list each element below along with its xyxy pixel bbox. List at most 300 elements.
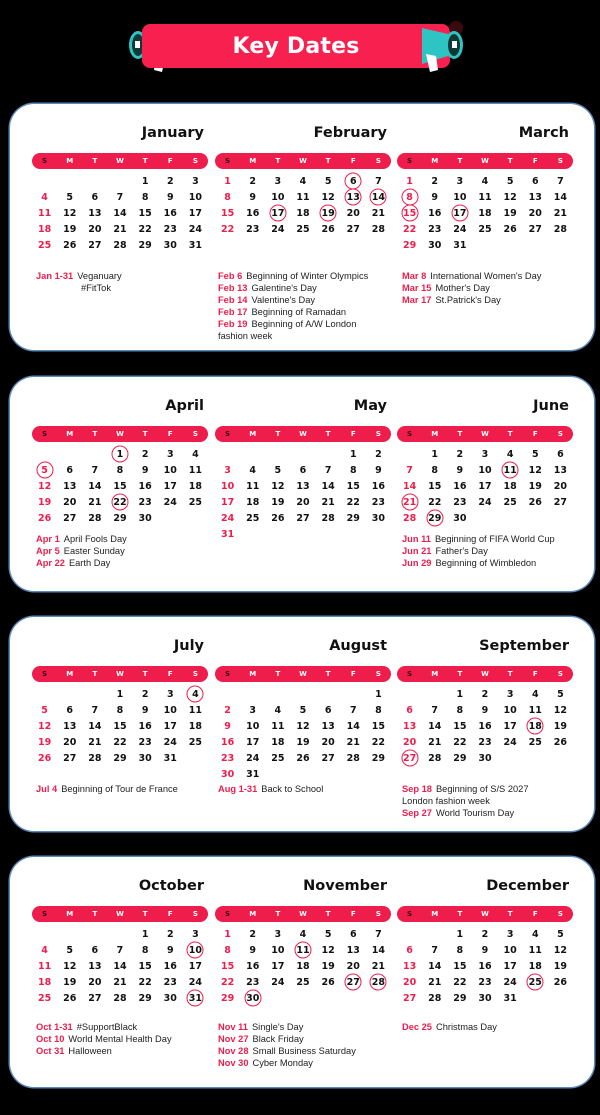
event-text: Small Business Saturday [252,1046,356,1056]
event-item [36,557,127,569]
day-cell: 26 [63,992,77,1004]
weekday-label: W [481,157,489,165]
empty-cell [397,686,422,702]
day-cell: 21 [113,976,127,988]
day-cell: 23 [138,736,152,748]
day-cell: 26 [37,512,52,524]
weekday-label: T [325,430,331,438]
day-cell: 21 [321,496,335,508]
day-cell: 3 [224,464,231,476]
events-list [36,270,122,294]
day-cell: 4 [192,448,199,460]
day-cell: 10 [163,704,177,716]
event-date: Apr 1 [36,534,60,544]
weekday-label: T [142,430,148,438]
weekday-label: W [299,670,307,678]
day-cell: 15 [138,207,152,219]
day-cell: 24 [453,223,467,235]
day-cell: 30 [428,239,442,251]
empty-cell [57,926,82,942]
day-cell: 17 [163,480,177,492]
day-cell: 13 [321,720,335,732]
event-text: Beginning of Tour de France [61,784,178,794]
day-cell: 22 [453,976,467,988]
weekday-label: S [42,670,48,678]
day-cell: 30 [453,512,467,524]
day-cell: 18 [478,207,492,219]
event-text: Beginning of Wimbledon [435,558,537,568]
event-text: Beginning of Winter Olympics [246,271,369,281]
day-cell: 19 [553,960,568,972]
day-cell: 15 [138,960,152,972]
day-cell: 3 [166,688,174,700]
weekday-label: S [375,430,381,438]
day-grid [32,926,208,1006]
month-name: September [479,638,569,654]
day-cell: 4 [481,175,489,187]
day-cell: 7 [557,175,564,187]
day-cell: 1 [224,928,231,940]
empty-cell [82,686,107,702]
weekday-label: S [42,910,48,918]
day-cell: 25 [528,736,542,748]
event-date: Oct 31 [36,1046,65,1056]
month-name: February [313,125,387,141]
weekday-label: F [350,670,356,678]
day-cell: 6 [324,704,332,716]
day-cell-highlighted: 8 [397,189,422,205]
weekday-label: T [92,157,98,165]
day-cell-highlighted: 27 [397,750,422,766]
weekday-header [397,426,573,442]
day-cell: 23 [478,736,492,748]
day-cell: 6 [91,944,99,956]
weekday-label: M [431,157,439,165]
day-cell: 19 [528,480,542,492]
weekday-header [215,906,391,922]
day-cell: 20 [528,207,542,219]
day-cell: 18 [296,207,310,219]
day-cell-highlighted: 1 [107,446,132,462]
day-cell: 9 [249,191,257,203]
day-cell: 28 [428,992,442,1004]
empty-cell [397,446,422,462]
day-cell: 28 [346,752,360,764]
weekday-label: F [167,157,173,165]
event-item [218,306,368,318]
events-list [218,1021,356,1069]
day-cell: 18 [37,223,52,235]
day-cell: 8 [349,464,357,476]
day-cell: 11 [37,960,52,972]
weekday-label: S [225,670,231,678]
event-text: Christmas Day [435,1022,497,1032]
day-cell: 18 [271,736,285,748]
day-cell: 30 [478,752,492,764]
weekday-label: S [192,910,198,918]
event-text: April Fools Day [63,534,127,544]
event-item [36,545,127,557]
day-cell: 17 [478,480,492,492]
day-cell-highlighted: 28 [366,974,391,990]
day-cell: 1 [224,175,231,187]
day-cell: 20 [402,736,417,748]
day-grid [397,446,573,526]
empty-cell [290,446,315,462]
day-cell: 4 [249,464,257,476]
weekday-header [32,906,208,922]
day-cell: 1 [116,688,124,700]
month-name: November [303,878,387,894]
day-cell: 10 [246,720,260,732]
day-cell: 19 [63,976,77,988]
weekday-label: W [116,670,124,678]
day-cell: 28 [371,223,386,235]
day-cell: 5 [324,928,332,940]
weekday-label: S [225,910,231,918]
day-cell: 30 [138,512,152,524]
day-cell: 3 [456,175,464,187]
day-cell: 7 [91,464,99,476]
day-cell: 7 [375,928,382,940]
day-cell: 17 [246,736,260,748]
day-cell: 8 [375,704,382,716]
day-cell: 12 [63,207,77,219]
day-cell: 17 [188,960,203,972]
day-cell: 28 [428,752,442,764]
event-text: fashion week [218,331,273,341]
weekday-label: T [325,157,331,165]
event-text: Easter Sunday [63,546,125,556]
weekday-header [32,666,208,682]
weekday-label: W [481,430,489,438]
day-cell: 21 [88,736,102,748]
event-date: Feb 14 [218,295,248,305]
day-cell: 24 [271,976,285,988]
day-cell: 8 [141,191,149,203]
weekday-label: T [457,670,463,678]
day-cell: 31 [220,528,235,540]
day-cell: 16 [246,207,260,219]
day-cell: 11 [246,480,260,492]
day-cell: 10 [503,944,517,956]
event-date: Oct 10 [36,1034,65,1044]
day-cell: 26 [271,512,285,524]
day-cell: 5 [324,175,332,187]
day-cell: 8 [224,191,231,203]
day-cell: 17 [220,496,235,508]
day-cell: 16 [428,207,442,219]
day-cell: 22 [453,736,467,748]
event-text: Galentine's Day [251,283,317,293]
event-text: Father's Day [435,546,488,556]
day-cell: 9 [431,191,439,203]
day-cell: 1 [349,448,357,460]
day-cell-highlighted: 29 [422,510,447,526]
day-cell: 1 [375,688,382,700]
day-cell: 15 [346,480,360,492]
day-cell: 27 [528,223,542,235]
day-cell: 2 [375,448,382,460]
weekday-label: W [481,910,489,918]
day-cell: 7 [324,464,332,476]
day-cell: 16 [220,736,235,748]
day-cell: 24 [188,223,203,235]
day-cell: 11 [188,704,203,716]
day-cell: 29 [113,512,127,524]
weekday-label: F [167,910,173,918]
day-cell: 21 [88,496,102,508]
event-text: Beginning of A/W London [251,319,357,329]
day-cell: 21 [346,736,360,748]
day-cell: 29 [138,239,152,251]
day-cell: 12 [63,960,77,972]
day-cell: 24 [271,223,285,235]
day-cell: 23 [220,752,235,764]
day-cell: 2 [431,175,439,187]
day-cell: 25 [271,752,285,764]
day-cell: 24 [503,976,517,988]
empty-cell [32,446,57,462]
day-grid [32,686,208,766]
day-cell: 7 [406,464,413,476]
event-item [402,282,541,294]
event-item [218,294,368,306]
day-cell: 14 [113,207,127,219]
day-cell: 3 [192,928,199,940]
event-date: Nov 27 [218,1034,249,1044]
event-date: Oct 1-31 [36,1022,73,1032]
day-cell: 19 [37,496,52,508]
event-item [402,783,529,795]
empty-cell [240,446,265,462]
day-cell: 26 [553,976,568,988]
day-cell: 23 [138,496,152,508]
weekday-label: T [457,157,463,165]
event-date: Sep 18 [402,784,432,794]
day-cell: 13 [402,960,417,972]
day-cell: 30 [163,239,177,251]
day-cell: 5 [506,175,514,187]
event-item [218,1021,356,1033]
day-cell-highlighted: 4 [183,686,208,702]
weekday-label: M [66,430,74,438]
day-cell: 22 [220,223,235,235]
empty-cell [422,686,447,702]
day-cell: 25 [37,239,52,251]
weekday-label: T [92,910,98,918]
month-name: May [353,398,387,414]
day-cell: 25 [296,976,310,988]
events-list [36,783,178,795]
empty-cell [32,173,57,189]
weekday-label: S [192,430,198,438]
weekday-label: F [350,430,356,438]
day-cell: 18 [37,976,52,988]
day-cell: 23 [453,496,467,508]
day-cell: 27 [88,239,102,251]
day-cell: 14 [371,944,386,956]
day-cell: 14 [428,960,442,972]
quarter-card-q1 [10,104,594,350]
day-cell: 22 [402,223,417,235]
day-cell: 19 [37,736,52,748]
day-cell: 1 [456,688,464,700]
month-name: April [165,398,204,414]
empty-cell [240,686,265,702]
day-cell: 8 [116,704,124,716]
event-item [402,533,555,545]
event-date: Apr 5 [36,546,60,556]
empty-cell [82,446,107,462]
weekday-label: T [507,430,513,438]
day-cell: 15 [113,720,127,732]
day-cell: 16 [371,480,386,492]
events-list [402,533,555,569]
day-cell: 6 [406,944,413,956]
day-grid [215,173,391,237]
event-text: Valentine's Day [251,295,316,305]
day-cell: 20 [553,480,568,492]
day-cell: 30 [478,992,492,1004]
day-cell-highlighted: 6 [341,173,366,189]
day-cell: 15 [453,720,467,732]
day-cell: 8 [224,944,231,956]
event-date: Feb 17 [218,307,248,317]
weekday-label: W [299,157,307,165]
day-cell: 16 [138,480,152,492]
day-cell-highlighted: 18 [523,718,548,734]
day-cell: 5 [557,688,564,700]
event-item [218,1057,356,1069]
day-cell: 23 [371,496,386,508]
day-cell: 19 [271,496,285,508]
day-cell: 2 [249,175,257,187]
day-cell: 13 [296,480,310,492]
event-item [36,1045,172,1057]
weekday-label: S [407,157,413,165]
day-cell: 27 [321,752,335,764]
day-cell-highlighted: 30 [240,990,265,1006]
weekday-label: F [532,430,538,438]
empty-cell [265,686,290,702]
day-cell: 7 [431,944,439,956]
weekday-label: T [275,430,281,438]
weekday-label: M [249,670,257,678]
day-cell: 14 [113,960,127,972]
day-cell: 24 [188,976,203,988]
day-grid [32,173,208,253]
event-item [218,1045,356,1057]
weekday-label: S [375,157,381,165]
day-cell: 14 [428,720,442,732]
day-cell: 11 [478,191,492,203]
day-cell: 29 [402,239,417,251]
day-cell: 15 [428,480,442,492]
day-cell: 9 [481,944,489,956]
weekday-label: S [557,910,563,918]
day-cell: 19 [553,720,568,732]
event-date: Jun 21 [402,546,432,556]
day-cell: 22 [371,736,386,748]
day-cell-highlighted: 22 [107,494,132,510]
event-text: Cyber Monday [252,1058,313,1068]
weekday-header [32,153,208,169]
day-cell: 1 [141,175,149,187]
quarter-card-q4 [10,857,594,1087]
day-cell: 10 [220,480,235,492]
day-cell: 24 [163,496,177,508]
day-cell: 21 [371,960,386,972]
weekday-label: T [275,670,281,678]
event-date: Nov 11 [218,1022,248,1032]
day-cell: 14 [553,191,568,203]
weekday-label: S [407,910,413,918]
event-item [218,783,323,795]
quarter-card-q3 [10,617,594,831]
day-cell-highlighted: 31 [183,990,208,1006]
event-date: Jan 1-31 [36,271,74,281]
day-cell: 9 [224,720,231,732]
day-cell: 16 [246,960,260,972]
event-item [402,557,555,569]
weekday-label: W [299,910,307,918]
event-text: St.Patrick's Day [435,295,501,305]
event-text: Beginning of S/S 2027 [435,784,529,794]
weekday-label: S [42,430,48,438]
day-cell: 28 [88,512,102,524]
empty-cell [215,446,240,462]
weekday-label: T [507,670,513,678]
event-date: Feb 19 [218,319,248,329]
empty-cell [57,446,82,462]
day-cell: 13 [88,960,102,972]
day-cell: 6 [557,448,564,460]
empty-cell [215,686,240,702]
key-dates-banner [142,24,450,68]
event-item [36,1021,172,1033]
day-cell: 5 [274,464,282,476]
day-cell: 9 [166,191,174,203]
day-cell: 3 [506,688,514,700]
day-cell: 11 [528,944,542,956]
day-cell: 28 [553,223,568,235]
day-cell: 19 [503,207,517,219]
day-cell: 9 [141,704,149,716]
day-cell: 19 [321,960,335,972]
event-date: Feb 6 [218,271,243,281]
day-cell: 26 [63,239,77,251]
day-cell: 13 [346,944,360,956]
day-cell: 26 [296,752,310,764]
day-cell: 28 [402,512,417,524]
day-cell: 24 [220,512,235,524]
event-item [218,282,368,294]
month-name: October [138,878,204,894]
day-cell: 16 [163,960,177,972]
day-cell: 24 [503,736,517,748]
event-date: Sep 27 [402,808,432,818]
weekday-header [397,666,573,682]
day-cell: 28 [321,512,335,524]
weekday-label: F [532,157,538,165]
day-cell: 25 [478,223,492,235]
weekday-header [215,153,391,169]
day-cell: 29 [220,992,235,1004]
day-cell: 3 [249,704,257,716]
event-text: Black Friday [252,1034,304,1044]
day-cell-highlighted: 17 [447,205,472,221]
